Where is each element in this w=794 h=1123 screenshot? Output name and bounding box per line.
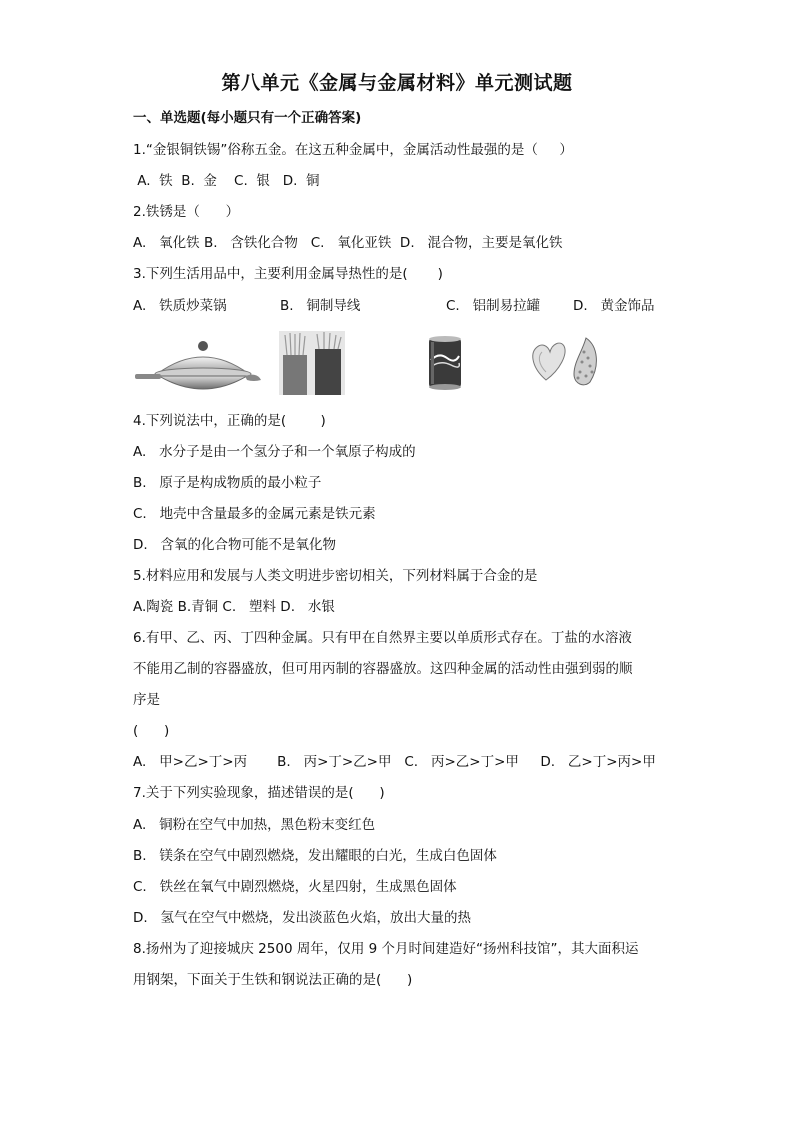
question-1-stem: 1.“金银铜铁锡”俗称五金。在这五种金属中，金属活动性最强的是（ ） bbox=[133, 142, 573, 158]
question-2-stem: 2.铁锈是（ ） bbox=[133, 204, 240, 220]
question-8-line-1: 8.扬州为了迎接城庆 2500 周年，仅用 9 个月时间建造好“扬州科技馆”，其大面积运 bbox=[133, 941, 639, 957]
question-3-option-b: B. 铜制导线 bbox=[280, 298, 361, 314]
section-heading: 一、单选题(每小题只有一个正确答案) bbox=[133, 110, 362, 126]
question-3-option-a: A. 铁质炒菜锅 bbox=[133, 298, 227, 314]
question-7-option-b: B. 镁条在空气中剧烈燃烧，发出耀眼的白光，生成白色固体 bbox=[133, 848, 497, 864]
question-7-option-a: A. 铜粉在空气中加热，黑色粉末变红色 bbox=[133, 817, 376, 833]
question-4-option-b: B. 原子是构成物质的最小粒子 bbox=[133, 475, 322, 491]
question-4-option-d: D. 含氧的化合物可能不是氧化物 bbox=[133, 537, 337, 553]
question-6-answer-blank: ( ) bbox=[133, 723, 170, 739]
question-7-option-d: D. 氢气在空气中燃烧，发出淡蓝色火焰，放出大量的热 bbox=[133, 910, 472, 926]
question-5-stem: 5.材料应用和发展与人类文明进步密切相关，下列材料属于合金的是 bbox=[133, 568, 538, 584]
question-4-option-a: A. 水分子是由一个氢分子和一个氧原子构成的 bbox=[133, 444, 416, 460]
question-3-stem: 3.下列生活用品中，主要利用金属导热性的是( ) bbox=[133, 266, 443, 282]
question-6-line-2: 不能用乙制的容器盛放，但可用丙制的容器盛放。这四种金属的活动性由强到弱的顺 bbox=[133, 661, 633, 677]
copper-wires-image bbox=[279, 331, 345, 395]
question-5-options: A.陶瓷 B.青铜 C. 塑料 D. 水银 bbox=[133, 599, 335, 615]
question-1-options: A. 铁 B. 金 C. 银 D. 铜 bbox=[133, 173, 320, 189]
question-6-line-1: 6.有甲、乙、丙、丁四种金属。只有甲在自然界主要以单质形式存在。丁盐的水溶液 bbox=[133, 630, 632, 646]
question-8-line-2: 用钢架，下面关于生铁和钢说法正确的是( ) bbox=[133, 972, 413, 988]
wok-pan-image bbox=[133, 336, 265, 394]
page-title: 第八单元《金属与金属材料》单元测试题 bbox=[221, 72, 573, 94]
question-4-option-c: C. 地壳中含量最多的金属元素是铁元素 bbox=[133, 506, 376, 522]
question-2-options: A. 氧化铁 B. 含铁化合物 C. 氧化亚铁 D. 混合物，主要是氧化铁 bbox=[133, 235, 563, 251]
question-3-option-c: C. 铝制易拉罐 bbox=[446, 298, 541, 314]
question-3-option-d: D. 黄金饰品 bbox=[573, 298, 655, 314]
question-6-line-3: 序是 bbox=[133, 692, 160, 708]
gold-jewelry-image bbox=[528, 332, 606, 390]
question-6-options: A. 甲>乙>丁>丙 B. 丙>丁>乙>甲 C. 丙>乙>丁>甲 D. 乙>丁>丙>甲 bbox=[133, 754, 656, 770]
question-4-stem: 4.下列说法中，正确的是( ) bbox=[133, 413, 326, 429]
question-7-stem: 7.关于下列实验现象，描述错误的是( ) bbox=[133, 785, 385, 801]
question-7-option-c: C. 铁丝在氧气中剧烈燃烧，火星四射，生成黑色固体 bbox=[133, 879, 457, 895]
soda-can-image bbox=[425, 334, 465, 392]
